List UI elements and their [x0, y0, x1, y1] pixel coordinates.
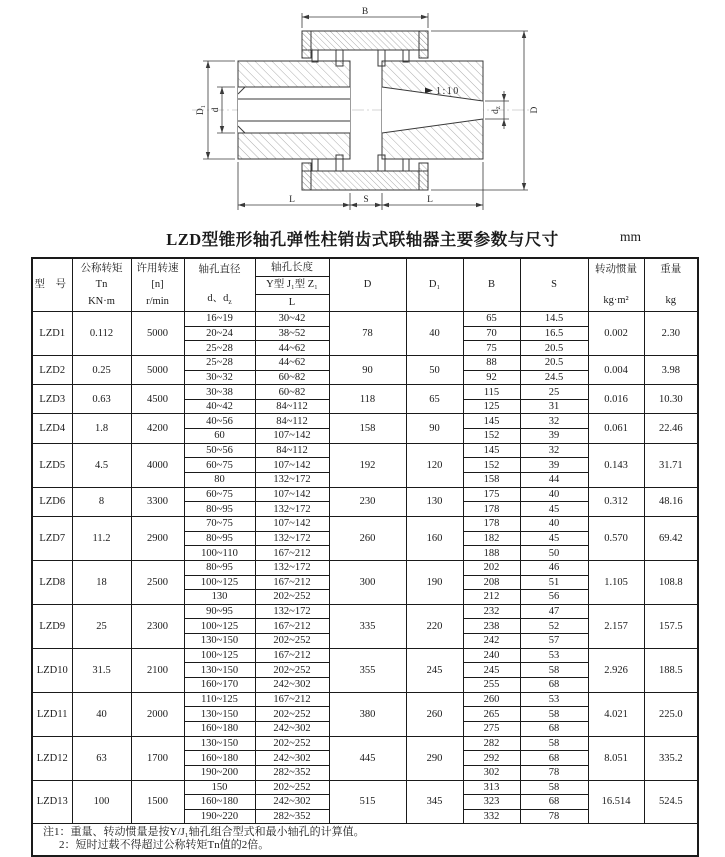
cell-inertia: 2.926 — [588, 648, 644, 692]
cell-torque: 18 — [72, 560, 131, 604]
col-header-bore-length: 轴孔长度 Y型 J₁型 Z₁ L — [255, 258, 329, 312]
cell-B: 332 — [463, 809, 520, 824]
cell-bore-diameter: 160~180 — [184, 751, 255, 766]
cell-B: 182 — [463, 531, 520, 546]
cell-inertia: 16.514 — [588, 780, 644, 824]
outer-sleeve-bottom — [302, 155, 428, 190]
cell-bore-diameter: 80 — [184, 473, 255, 488]
cell-bore-length: 167~212 — [255, 575, 329, 590]
cell-model: LZD8 — [32, 560, 72, 604]
table-row — [32, 516, 698, 531]
cell-bore-diameter: 130 — [184, 590, 255, 605]
cell-S: 56 — [520, 590, 588, 605]
cell-bore-diameter: 25~28 — [184, 341, 255, 356]
cell-D1: 90 — [406, 414, 463, 443]
cell-inertia: 0.016 — [588, 385, 644, 414]
table-row — [32, 355, 698, 370]
cell-weight: 48.16 — [644, 487, 698, 516]
cell-S: 68 — [520, 721, 588, 736]
cell-bore-length: 202~252 — [255, 780, 329, 795]
cell-D: 260 — [329, 516, 406, 560]
cell-bore-diameter: 150 — [184, 780, 255, 795]
cell-bore-length: 107~142 — [255, 429, 329, 444]
table-row — [32, 692, 698, 707]
cell-S: 16.5 — [520, 326, 588, 341]
dim-label-d: d — [211, 107, 221, 113]
unit-label: mm — [619, 229, 641, 244]
col-header-weight: 重量 kg — [644, 258, 698, 312]
cell-B: 175 — [463, 487, 520, 502]
table-row — [32, 487, 698, 502]
cell-S: 58 — [520, 707, 588, 722]
cell-bore-diameter: 50~56 — [184, 443, 255, 458]
cell-bore-length: 202~252 — [255, 663, 329, 678]
table-row — [32, 648, 698, 663]
cell-S: 53 — [520, 692, 588, 707]
cell-model: LZD11 — [32, 692, 72, 736]
cell-bore-length: 107~142 — [255, 516, 329, 531]
cell-model: LZD5 — [32, 443, 72, 487]
cell-torque: 4.5 — [72, 443, 131, 487]
cell-inertia: 2.157 — [588, 604, 644, 648]
cell-inertia: 0.061 — [588, 414, 644, 443]
cell-bore-diameter: 30~38 — [184, 385, 255, 400]
cell-B: 75 — [463, 341, 520, 356]
cell-inertia: 0.004 — [588, 355, 644, 384]
dim-label-D1: D₁ — [196, 104, 206, 116]
cell-bore-length: 132~172 — [255, 502, 329, 517]
cell-weight: 524.5 — [644, 780, 698, 824]
cell-D1: 345 — [406, 780, 463, 824]
cell-bore-diameter: 70~75 — [184, 516, 255, 531]
cell-bore-length: 44~62 — [255, 355, 329, 370]
cell-D1: 160 — [406, 516, 463, 560]
cell-D1: 190 — [406, 560, 463, 604]
cell-bore-diameter: 40~56 — [184, 414, 255, 429]
cell-D1: 290 — [406, 736, 463, 780]
cell-B: 323 — [463, 795, 520, 810]
cell-bore-length: 38~52 — [255, 326, 329, 341]
cell-model: LZD10 — [32, 648, 72, 692]
cell-model: LZD1 — [32, 312, 72, 356]
cell-B: 70 — [463, 326, 520, 341]
cell-weight: 2.30 — [644, 312, 698, 356]
cell-bore-diameter: 100~125 — [184, 575, 255, 590]
technical-drawing — [0, 0, 725, 224]
cell-S: 44 — [520, 473, 588, 488]
cell-speed: 4000 — [131, 443, 184, 487]
cell-bore-diameter: 80~95 — [184, 560, 255, 575]
left-hub — [238, 61, 350, 159]
cell-B: 178 — [463, 502, 520, 517]
taper-ratio-label: 1:10 — [436, 86, 460, 97]
cell-inertia: 8.051 — [588, 736, 644, 780]
cell-B: 178 — [463, 516, 520, 531]
table-row — [32, 385, 698, 400]
cell-B: 88 — [463, 355, 520, 370]
cell-inertia: 0.002 — [588, 312, 644, 356]
cell-torque: 100 — [72, 780, 131, 824]
cell-bore-length: 202~252 — [255, 707, 329, 722]
table-row — [32, 312, 698, 327]
table-row — [32, 443, 698, 458]
cell-speed: 2100 — [131, 648, 184, 692]
cell-model: LZD2 — [32, 355, 72, 384]
table-row — [32, 560, 698, 575]
cell-B: 65 — [463, 312, 520, 327]
cell-bore-length: 132~172 — [255, 560, 329, 575]
cell-bore-diameter: 60~75 — [184, 487, 255, 502]
notes-row — [32, 824, 698, 856]
cell-bore-length: 107~142 — [255, 458, 329, 473]
col-header-model: 型 号 — [32, 258, 72, 312]
cell-S: 39 — [520, 429, 588, 444]
dim-label-L-right: L — [427, 195, 433, 205]
cell-S: 45 — [520, 502, 588, 517]
table-body — [32, 312, 698, 824]
cell-D: 158 — [329, 414, 406, 443]
cell-bore-diameter: 130~150 — [184, 736, 255, 751]
cell-model: LZD3 — [32, 385, 72, 414]
cell-S: 58 — [520, 780, 588, 795]
col-header-B: B — [463, 258, 520, 312]
cell-B: 255 — [463, 678, 520, 693]
cell-bore-length: 44~62 — [255, 341, 329, 356]
cell-bore-diameter: 190~220 — [184, 809, 255, 824]
cell-B: 202 — [463, 560, 520, 575]
cell-bore-diameter: 130~150 — [184, 663, 255, 678]
cell-model: LZD4 — [32, 414, 72, 443]
cell-bore-diameter: 20~24 — [184, 326, 255, 341]
cell-speed: 3300 — [131, 487, 184, 516]
cell-D: 445 — [329, 736, 406, 780]
col-header-torque: 公称转矩 Tn KN·m — [72, 258, 131, 312]
cell-weight: 157.5 — [644, 604, 698, 648]
cell-bore-diameter: 80~95 — [184, 502, 255, 517]
col-header-D: D — [329, 258, 406, 312]
cell-S: 24.5 — [520, 370, 588, 385]
cell-bore-length: 282~352 — [255, 809, 329, 824]
cell-D: 355 — [329, 648, 406, 692]
cell-S: 78 — [520, 809, 588, 824]
cell-D1: 260 — [406, 692, 463, 736]
cell-torque: 31.5 — [72, 648, 131, 692]
dim-label-D: D — [530, 106, 540, 114]
cell-bore-diameter: 25~28 — [184, 355, 255, 370]
cell-torque: 0.25 — [72, 355, 131, 384]
cell-weight: 225.0 — [644, 692, 698, 736]
page-title: LZD型锥形轴孔弹性柱销齿式联轴器主要参数与尺寸 — [166, 230, 559, 249]
cell-inertia: 0.143 — [588, 443, 644, 487]
cell-S: 20.5 — [520, 341, 588, 356]
cell-bore-length: 167~212 — [255, 619, 329, 634]
cell-D1: 245 — [406, 648, 463, 692]
cell-S: 40 — [520, 487, 588, 502]
cell-S: 78 — [520, 765, 588, 780]
cell-bore-diameter: 100~125 — [184, 648, 255, 663]
cell-bore-length: 132~172 — [255, 531, 329, 546]
cell-torque: 63 — [72, 736, 131, 780]
cell-bore-diameter: 130~150 — [184, 707, 255, 722]
cell-S: 25 — [520, 385, 588, 400]
parameters-table — [31, 257, 699, 857]
cell-torque: 1.8 — [72, 414, 131, 443]
dim-label-S: S — [363, 195, 369, 205]
cell-model: LZD12 — [32, 736, 72, 780]
cell-bore-diameter: 130~150 — [184, 634, 255, 649]
cell-bore-diameter: 100~110 — [184, 546, 255, 561]
title-row — [0, 226, 725, 254]
cell-S: 53 — [520, 648, 588, 663]
cell-weight: 10.30 — [644, 385, 698, 414]
cell-B: 232 — [463, 604, 520, 619]
cell-B: 292 — [463, 751, 520, 766]
cell-B: 152 — [463, 458, 520, 473]
cell-D: 335 — [329, 604, 406, 648]
cell-speed: 5000 — [131, 312, 184, 356]
cell-D: 78 — [329, 312, 406, 356]
cell-speed: 4500 — [131, 385, 184, 414]
cell-D1: 220 — [406, 604, 463, 648]
cell-torque: 11.2 — [72, 516, 131, 560]
table-row — [32, 736, 698, 751]
cell-bore-length: 242~302 — [255, 678, 329, 693]
cell-D1: 130 — [406, 487, 463, 516]
cell-weight: 3.98 — [644, 355, 698, 384]
cell-B: 302 — [463, 765, 520, 780]
cell-bore-length: 30~42 — [255, 312, 329, 327]
cell-S: 45 — [520, 531, 588, 546]
cell-torque: 8 — [72, 487, 131, 516]
right-hub — [382, 61, 483, 159]
cell-model: LZD13 — [32, 780, 72, 824]
cell-B: 145 — [463, 414, 520, 429]
cell-B: 242 — [463, 634, 520, 649]
cell-S: 51 — [520, 575, 588, 590]
cell-bore-length: 60~82 — [255, 370, 329, 385]
cell-torque: 0.112 — [72, 312, 131, 356]
cell-B: 145 — [463, 443, 520, 458]
cell-bore-diameter: 160~180 — [184, 795, 255, 810]
cell-B: 125 — [463, 399, 520, 414]
cell-speed: 1700 — [131, 736, 184, 780]
cell-D: 118 — [329, 385, 406, 414]
cell-inertia: 1.105 — [588, 560, 644, 604]
cell-B: 265 — [463, 707, 520, 722]
cell-B: 260 — [463, 692, 520, 707]
cell-bore-diameter: 160~170 — [184, 678, 255, 693]
cell-D: 90 — [329, 355, 406, 384]
table-row — [32, 604, 698, 619]
col-header-bore-diameter: 轴孔直径 d、$d_z$ — [184, 258, 255, 312]
cell-weight: 108.8 — [644, 560, 698, 604]
cell-D: 192 — [329, 443, 406, 487]
cell-B: 313 — [463, 780, 520, 795]
cell-bore-length: 60~82 — [255, 385, 329, 400]
cell-speed: 4200 — [131, 414, 184, 443]
cell-B: 212 — [463, 590, 520, 605]
cell-bore-diameter: 110~125 — [184, 692, 255, 707]
cell-D: 230 — [329, 487, 406, 516]
dim-label-L-left: L — [289, 195, 295, 205]
cell-D1: 65 — [406, 385, 463, 414]
cell-D1: 120 — [406, 443, 463, 487]
dim-label-dz: $d_z$ — [491, 106, 502, 114]
cell-B: 188 — [463, 546, 520, 561]
cell-D: 300 — [329, 560, 406, 604]
coupling-section-drawing — [170, 2, 550, 222]
cell-bore-diameter: 80~95 — [184, 531, 255, 546]
cell-S: 68 — [520, 751, 588, 766]
cell-B: 208 — [463, 575, 520, 590]
cell-B: 245 — [463, 663, 520, 678]
cell-S: 50 — [520, 546, 588, 561]
cell-bore-length: 167~212 — [255, 546, 329, 561]
cell-inertia: 0.312 — [588, 487, 644, 516]
note-2: 2：短时过载不得超过公称转矩Tn值的2倍。 — [59, 838, 270, 851]
cell-bore-diameter: 100~125 — [184, 619, 255, 634]
cell-bore-diameter: 30~32 — [184, 370, 255, 385]
cell-bore-length: 242~302 — [255, 721, 329, 736]
cell-bore-diameter: 16~19 — [184, 312, 255, 327]
cell-B: 152 — [463, 429, 520, 444]
cell-S: 32 — [520, 414, 588, 429]
cell-speed: 2900 — [131, 516, 184, 560]
cell-bore-diameter: 60 — [184, 429, 255, 444]
cell-model: LZD7 — [32, 516, 72, 560]
cell-bore-length: 202~252 — [255, 736, 329, 751]
cell-weight: 335.2 — [644, 736, 698, 780]
cell-speed: 1500 — [131, 780, 184, 824]
cell-inertia: 4.021 — [588, 692, 644, 736]
cell-B: 275 — [463, 721, 520, 736]
cell-S: 32 — [520, 443, 588, 458]
cell-bore-length: 167~212 — [255, 692, 329, 707]
cell-bore-length: 167~212 — [255, 648, 329, 663]
cell-speed: 5000 — [131, 355, 184, 384]
cell-S: 14.5 — [520, 312, 588, 327]
cell-bore-length: 132~172 — [255, 604, 329, 619]
cell-model: LZD6 — [32, 487, 72, 516]
cell-bore-diameter: 90~95 — [184, 604, 255, 619]
col-header-D1: D₁ — [406, 258, 463, 312]
cell-inertia: 0.570 — [588, 516, 644, 560]
cell-bore-diameter: 40~42 — [184, 399, 255, 414]
cell-speed: 2500 — [131, 560, 184, 604]
dim-label-B: B — [361, 7, 369, 17]
cell-bore-length: 282~352 — [255, 765, 329, 780]
cell-S: 47 — [520, 604, 588, 619]
note-1: 注1：重量、转动惯量是按Y/J₁轴孔组合型式和最小轴孔的计算值。 — [43, 826, 365, 839]
cell-weight: 188.5 — [644, 648, 698, 692]
cell-torque: 40 — [72, 692, 131, 736]
cell-bore-diameter: 190~200 — [184, 765, 255, 780]
table-row — [32, 414, 698, 429]
cell-B: 238 — [463, 619, 520, 634]
cell-torque: 0.63 — [72, 385, 131, 414]
cell-bore-length: 84~112 — [255, 443, 329, 458]
col-header-inertia: 转动惯量 kg·m² — [588, 258, 644, 312]
cell-bore-diameter: 60~75 — [184, 458, 255, 473]
cell-S: 68 — [520, 678, 588, 693]
cell-S: 31 — [520, 399, 588, 414]
cell-S: 68 — [520, 795, 588, 810]
cell-D: 515 — [329, 780, 406, 824]
cell-torque: 25 — [72, 604, 131, 648]
cell-bore-length: 84~112 — [255, 399, 329, 414]
table-header — [32, 258, 698, 312]
cell-S: 46 — [520, 560, 588, 575]
cell-D: 380 — [329, 692, 406, 736]
cell-model: LZD9 — [32, 604, 72, 648]
cell-S: 40 — [520, 516, 588, 531]
cell-bore-length: 202~252 — [255, 590, 329, 605]
cell-weight: 31.71 — [644, 443, 698, 487]
cell-bore-length: 202~252 — [255, 634, 329, 649]
cell-speed: 2300 — [131, 604, 184, 648]
cell-weight: 69.42 — [644, 516, 698, 560]
cell-D1: 40 — [406, 312, 463, 356]
cell-bore-length: 132~172 — [255, 473, 329, 488]
col-header-speed: 许用转速 [n] r/min — [131, 258, 184, 312]
table-row — [32, 780, 698, 795]
cell-B: 92 — [463, 370, 520, 385]
cell-B: 240 — [463, 648, 520, 663]
cell-B: 158 — [463, 473, 520, 488]
cell-bore-length: 107~142 — [255, 487, 329, 502]
cell-S: 57 — [520, 634, 588, 649]
cell-B: 282 — [463, 736, 520, 751]
cell-S: 52 — [520, 619, 588, 634]
cell-S: 39 — [520, 458, 588, 473]
cell-D1: 50 — [406, 355, 463, 384]
col-header-S: S — [520, 258, 588, 312]
cell-S: 58 — [520, 736, 588, 751]
cell-bore-length: 242~302 — [255, 751, 329, 766]
cell-S: 58 — [520, 663, 588, 678]
cell-B: 115 — [463, 385, 520, 400]
cell-weight: 22.46 — [644, 414, 698, 443]
cell-bore-diameter: 160~180 — [184, 721, 255, 736]
cell-speed: 2000 — [131, 692, 184, 736]
cell-S: 20.5 — [520, 355, 588, 370]
cell-bore-length: 84~112 — [255, 414, 329, 429]
cell-bore-length: 242~302 — [255, 795, 329, 810]
